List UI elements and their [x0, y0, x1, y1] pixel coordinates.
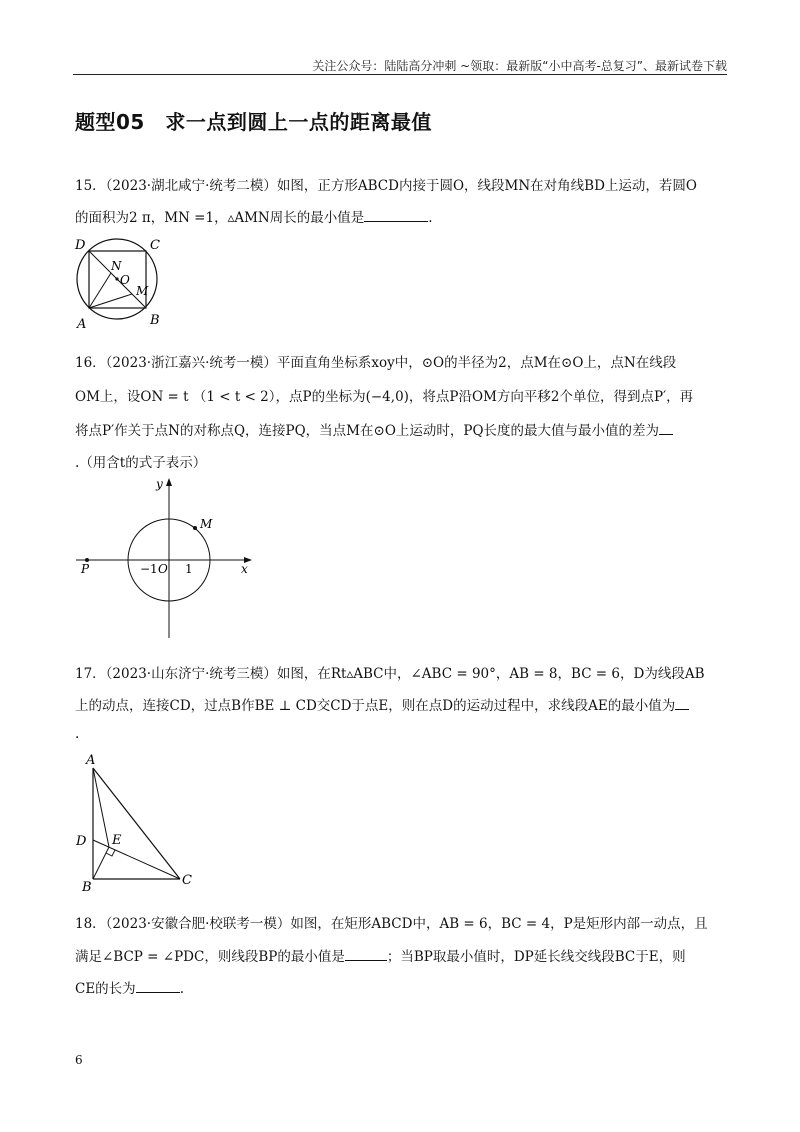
segment-cd	[93, 840, 180, 879]
label-d: D	[76, 834, 87, 849]
label-neg-one: −1	[140, 562, 158, 576]
q18-line-2a: 满足∠BCP = ∠PDC，则线段BP的最小值是	[75, 949, 345, 965]
page-header: 关注公众号：陆陆高分冲刺 ~领取：最新版“小中高考-总复习”、最新试卷下载	[312, 59, 727, 73]
q17-line-2-text: 上的动点，连接CD，过点B作BE ⊥ CD交CD于点E，则在点D的运动过程中，求线段AE的最小值为	[75, 698, 676, 714]
label-x: x	[241, 562, 248, 576]
q16-figure	[70, 472, 260, 642]
label-a: A	[86, 753, 96, 768]
q17-figure	[70, 748, 205, 893]
q18-line-2	[75, 945, 730, 965]
answer-blank	[675, 697, 689, 710]
label-b: B	[82, 880, 92, 893]
label-m: M	[136, 284, 149, 298]
answer-blank	[136, 980, 180, 993]
q17-line-2	[75, 694, 730, 714]
label-y: y	[156, 477, 163, 491]
point-m	[193, 526, 197, 530]
label-one: 1	[185, 562, 193, 576]
segment-am	[89, 294, 132, 308]
answer-blank	[345, 948, 387, 961]
q18-line-3a: CE的长为	[75, 981, 136, 997]
segment-ac	[93, 768, 180, 879]
q18-line-3	[75, 977, 730, 997]
q16-line-4: .（用含t的式子表示）	[75, 455, 207, 471]
q17-line-1: 17．（2023·山东济宁·统考三模）如图，在Rt▵ABC中，∠ABC = 90°，AB = 8，BC = 6，D为线段AB	[75, 666, 705, 682]
label-m: M	[200, 517, 213, 531]
label-c: C	[182, 873, 192, 888]
label-origin: O	[158, 562, 168, 576]
q16-line-2: OM上，设ON = t （1 < t < 2），点P的坐标为(−4,0)，将点P沿OM方向平移2个单位，得到点P′，再	[75, 389, 694, 405]
q15-figure	[70, 232, 170, 332]
q18-line-3b: .	[179, 981, 184, 997]
label-n: N	[111, 259, 122, 273]
q16-line-3	[75, 419, 730, 439]
q15-line-2	[75, 206, 730, 226]
label-b: B	[150, 313, 160, 328]
label-p: P	[81, 562, 90, 576]
y-axis-arrow	[166, 478, 172, 486]
q15-line-2-text: 的面积为2 π，MN =1，▵AMN周长的最小值是	[75, 210, 365, 226]
label-e: E	[112, 833, 122, 848]
q15-line-1: 15．（2023·湖北咸宁·统考二模）如图，正方形ABCD内接于圆O，线段MN在对角线BD上运动，若圆O	[75, 178, 697, 194]
answer-blank	[659, 422, 673, 435]
label-o: O	[120, 273, 130, 287]
section-title: 题型05 求一点到圆上一点的距离最值	[75, 110, 432, 134]
segment-be	[93, 847, 109, 879]
segment-ae	[93, 768, 109, 847]
header-divider	[73, 74, 727, 75]
center-dot	[115, 277, 118, 280]
q18-line-2b: ；当BP取最小值时，DP延长线交线段BC于E，则	[386, 949, 686, 965]
label-a: A	[77, 317, 87, 332]
q18-line-1: 18．（2023·安徽合肥·校联考一模）如图，在矩形ABCD中，AB = 6，BC = 4，P是矩形内部一动点，且	[75, 916, 708, 932]
label-c: C	[150, 238, 160, 253]
page-number: 6	[75, 1053, 83, 1067]
q15-line-2-end: .	[428, 210, 433, 226]
q17-line-3: .	[75, 726, 80, 742]
q16-line-1: 16．（2023·浙江嘉兴·统考一模）平面直角坐标系xoy中，⊙O的半径为2，点M在⊙O上，点N在线段	[75, 355, 677, 371]
q16-line-3-text: 将点P′作关于点N的对称点Q，连接PQ，当点M在⊙O上运动时，PQ长度的最大值与最小值的差为	[75, 423, 660, 439]
answer-blank	[364, 209, 428, 222]
label-d: D	[75, 238, 86, 253]
segment-an	[89, 273, 111, 308]
